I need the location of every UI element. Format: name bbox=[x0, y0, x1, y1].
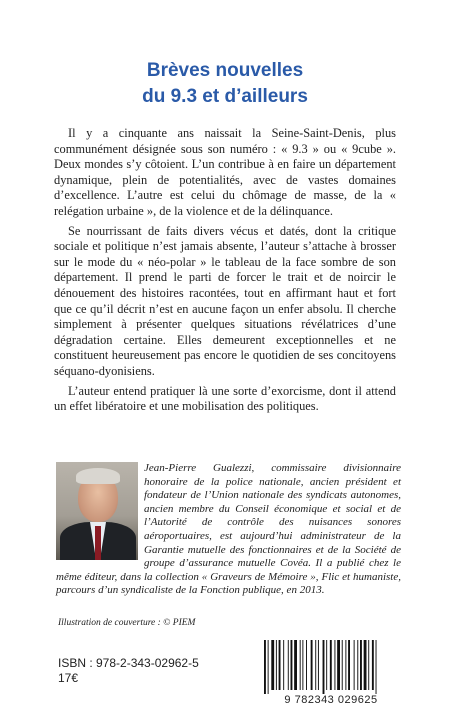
book-title bbox=[0, 58, 450, 110]
summary-paragraph-3: L’auteur entend pratiquer là une sorte d’exorcisme, dont il attend un effet libératoire et une mobilisation des politiques. bbox=[54, 383, 396, 414]
summary-paragraph-2: Se nourrissant de faits divers vécus et datés, dont la critique sociale et politique n’est jamais absente, l’auteur s’attache à brosser sur le mode du « néo-polar » le tableau de la face sombre de son département. Il prend le parti de forcer le trait et de noircir le dénouement des histoires racontées, tout en affirmant haut et fort que ce qu’il décrit n’est en aucune façon un enfer absolu. Il cherche simplement à présenter quelques situations révélatrices d’une dégradation certaine. Elles demeurent exceptionnelles et ne constituent heureusement pas encore le quotidien de ses concitoyens séquano-dyonisiens. bbox=[54, 223, 396, 378]
isbn-number: ISBN : 978-2-343-02962-5 bbox=[58, 656, 199, 670]
title-line-1: Brèves nouvelles bbox=[146, 60, 304, 81]
back-cover-summary bbox=[54, 126, 396, 419]
summary-paragraph-1: Il y a cinquante ans naissait la Seine-Saint-Denis, plus communément désignée sous son numéro : « 9.3 » ou « 9cube ». Deux mondes s’y côtoient. L’un contribue à en faire un département dynamique, plein de potentialités, avec de vastes domaines d’excellence. L’autre est celui du chômage de masse, de la « relégation urbaine », de la violence et de la délinquance. bbox=[54, 126, 396, 218]
barcode-number: 9 782343 029625 bbox=[284, 694, 378, 706]
author-bio bbox=[56, 462, 401, 598]
barcode-bars bbox=[262, 640, 400, 694]
isbn-block bbox=[58, 656, 199, 686]
author-bio-text: Jean-Pierre Gualezzi, commissaire divisionnaire honoraire de la police nationale, ancien président et fondateur de l’Union nationale des syndicats autonomes, ancien membre du Conseil économique et social et de l’Autorité de contrôle des nuisances sonores aéroportuaires, est aujourd’hui administrateur de la Garantie mutuelle des fonctionnaires et de la Société de groupe d’assurance mutuelle Covéa. Il a publié chez le même éditeur, dans la collection « Graveurs de Mémoire », Flic et humaniste, parcours d’un syndicaliste de la Fonction publique, en 2013. bbox=[56, 462, 401, 597]
barcode bbox=[256, 636, 406, 708]
cover-illustration-credit: Illustration de couverture : © PIEM bbox=[58, 618, 196, 628]
price: 17€ bbox=[58, 671, 79, 685]
title-line-2: du 9.3 et d’ailleurs bbox=[142, 86, 308, 107]
